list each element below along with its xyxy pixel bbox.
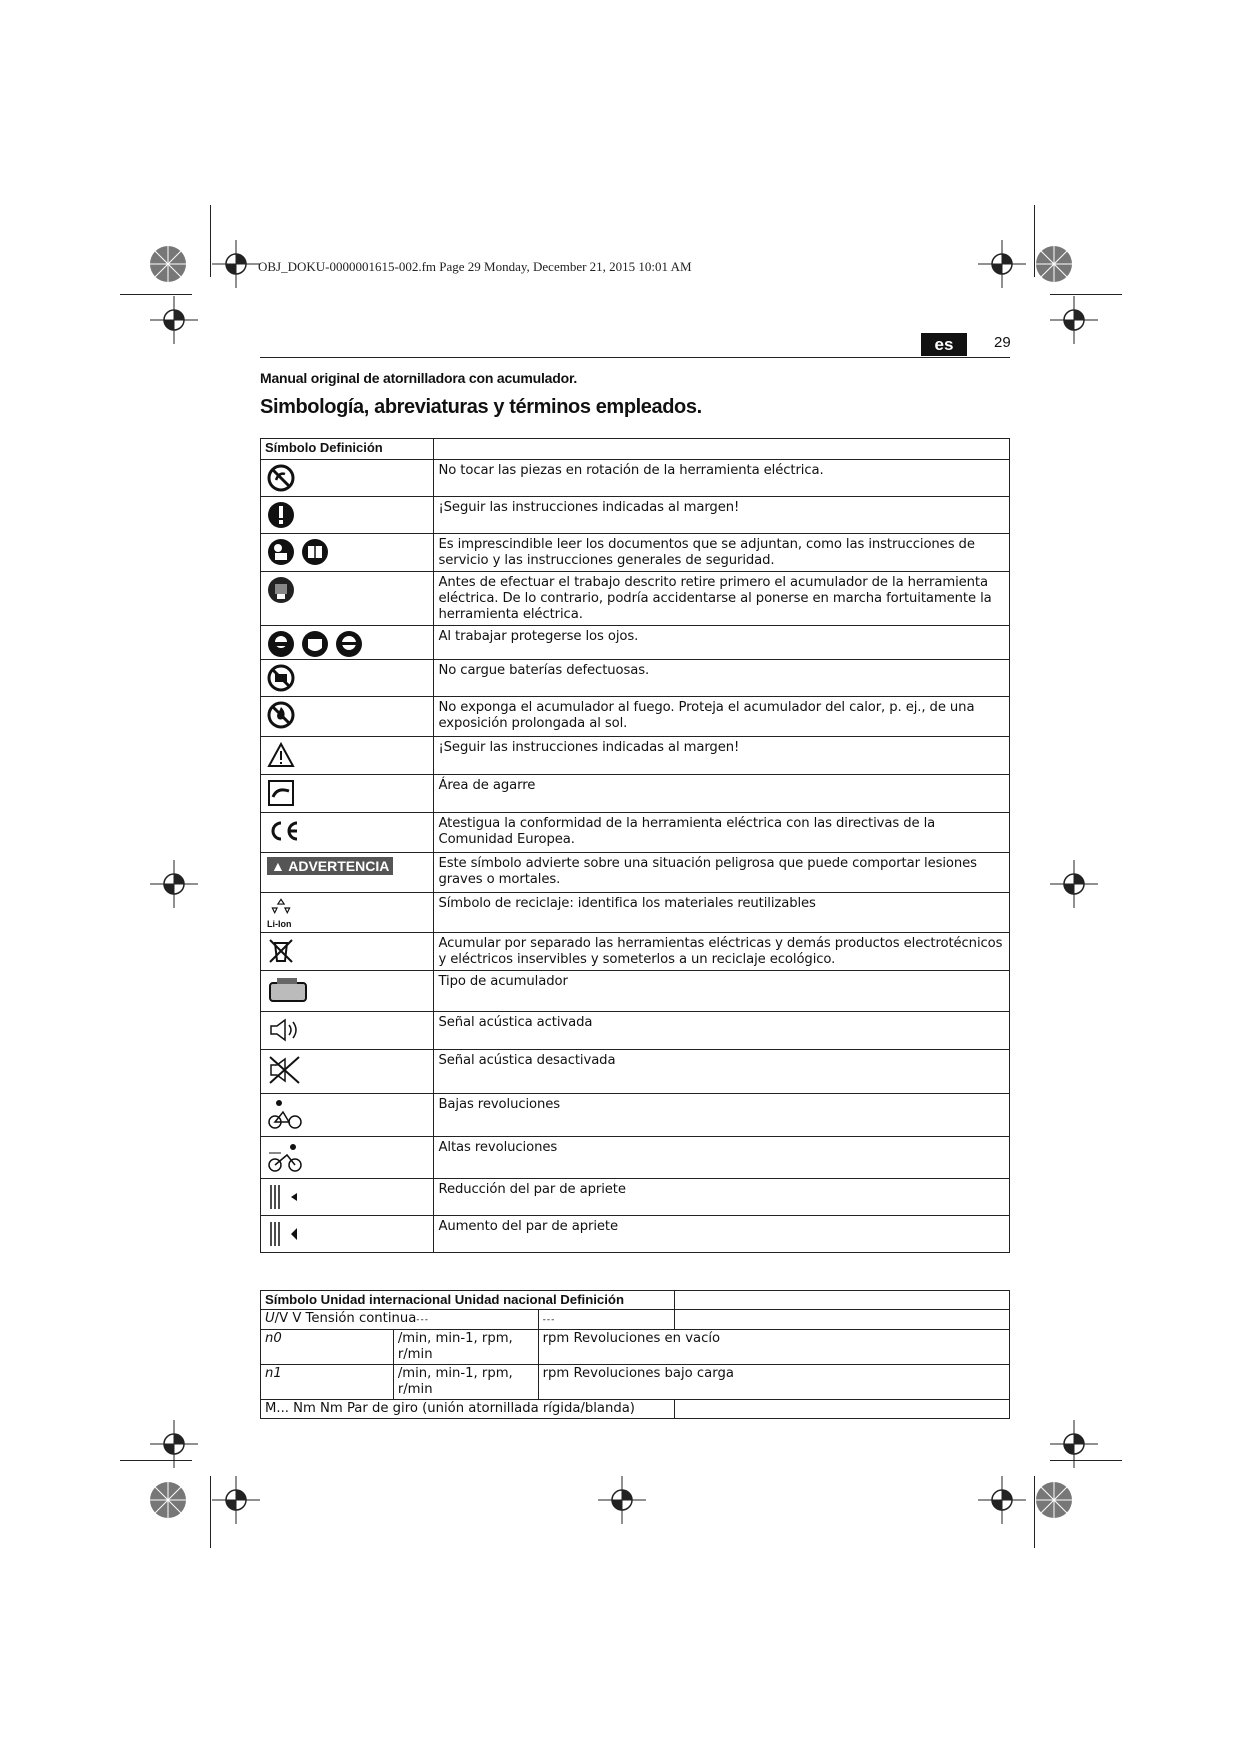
language-badge: es	[921, 333, 967, 356]
table-row	[261, 775, 1010, 813]
page-number: 29	[994, 334, 1011, 351]
unit-symbol: n0	[261, 1330, 394, 1365]
unit-natl: rpm Revoluciones bajo carga	[538, 1365, 1009, 1400]
advertencia-triangle-icon: ▲	[271, 858, 285, 874]
weee-bin-icon	[267, 937, 295, 965]
crop-line	[120, 1460, 192, 1461]
table-row	[261, 971, 1010, 1012]
crosshair-mark-icon	[1050, 860, 1098, 908]
goggles-icon	[335, 630, 363, 658]
sound-on-icon	[267, 1016, 303, 1044]
symbol-definition: Atestigua la conformidad de la herramienta eléctrica con las directivas de la Comunidad Europea.	[434, 813, 1010, 853]
remove-battery-icon	[267, 576, 295, 604]
crosshair-mark-icon	[978, 240, 1026, 288]
symbol-definition: Este símbolo advierte sobre una situación peligrosa que puede comportar lesiones graves o mortales.	[434, 853, 1010, 893]
mandatory-action-icon	[267, 501, 295, 529]
table-row	[261, 1050, 1010, 1094]
table-row	[261, 460, 1010, 497]
high-speed-bike-icon	[267, 1141, 303, 1173]
unit-torque-row: M... Nm Nm Par de giro (unión atornillada rígida/blanda)	[261, 1400, 675, 1419]
table-row	[261, 1400, 1010, 1419]
symbol-definition: Es imprescindible leer los documentos que se adjuntan, como las instrucciones de servicio y las instrucciones generales de seguridad.	[434, 534, 1010, 572]
symbol-definition: ¡Seguir las instrucciones indicadas al margen!	[434, 737, 1010, 775]
table-row	[261, 853, 1010, 893]
table-row	[261, 660, 1010, 697]
unit-table-header-cell: Símbolo Unidad internacional Unidad nacional Definición	[261, 1291, 675, 1310]
table-row	[261, 572, 1010, 626]
symbol-definition: Símbolo de reciclaje: identifica los materiales reutilizables	[434, 893, 1010, 933]
table-row	[261, 626, 1010, 660]
crosshair-mark-icon	[150, 860, 198, 908]
crop-line	[1050, 294, 1122, 295]
no-fire-icon	[267, 701, 295, 729]
warning-triangle-icon	[267, 741, 295, 769]
symbol-definition: Bajas revoluciones	[434, 1094, 1010, 1137]
read-manual-icon	[267, 538, 295, 566]
li-ion-label: Li-Ion	[267, 919, 292, 929]
face-shield-icon	[301, 630, 329, 658]
table-row	[261, 933, 1010, 971]
table-row	[261, 497, 1010, 534]
crosshair-mark-icon	[1050, 296, 1098, 344]
unit-natl: rpm Revoluciones en vacío	[538, 1330, 1009, 1365]
torque-increase-icon	[267, 1220, 303, 1248]
table-row	[261, 1310, 1010, 1330]
crop-line	[210, 205, 211, 277]
ce-mark-icon	[267, 817, 303, 845]
unit-row-text: V V Tensión continua	[279, 1311, 417, 1326]
dc-mark: ---	[542, 1315, 556, 1325]
crop-line	[120, 294, 192, 295]
table-row	[261, 1216, 1010, 1253]
table-row	[261, 1012, 1010, 1050]
crop-line	[1034, 1476, 1035, 1548]
symbol-table	[260, 438, 1010, 1253]
unit-row-symbol: U/V V Tensión continua---	[261, 1310, 539, 1330]
symbol-definition: Reducción del par de apriete	[434, 1179, 1010, 1216]
table-row	[261, 813, 1010, 853]
crosshair-mark-icon	[598, 1476, 646, 1524]
crop-line	[1050, 1460, 1122, 1461]
eye-protection-icon	[267, 630, 295, 658]
registration-mark-icon	[144, 1476, 192, 1524]
registration-mark-icon	[1030, 1476, 1078, 1524]
recycling-li-ion-icon	[267, 897, 295, 919]
symbol-definition: Señal acústica activada	[434, 1012, 1010, 1050]
symbol-definition: Tipo de acumulador	[434, 971, 1010, 1012]
symbol-table-header	[261, 439, 1010, 460]
unit-table-header	[261, 1291, 1010, 1310]
advertencia-badge	[267, 857, 393, 875]
symbol-definition: Área de agarre	[434, 775, 1010, 813]
manual-subtitle: Manual original de atornilladora con acumulador.	[260, 370, 578, 386]
sound-off-icon	[267, 1054, 303, 1086]
table-row	[261, 1365, 1010, 1400]
unit-row-natl	[538, 1310, 675, 1330]
table-row	[261, 697, 1010, 737]
symbol-table-header-cell: Símbolo Definición	[261, 439, 434, 460]
unit-symbol: n1	[261, 1365, 394, 1400]
table-row	[261, 1179, 1010, 1216]
unit-intl: /min, min-1, rpm, r/min	[393, 1365, 538, 1400]
registration-mark-icon	[144, 240, 192, 288]
grip-area-icon	[267, 779, 295, 807]
symbol-definition: Antes de efectuar el trabajo descrito retire primero el acumulador de la herramienta eléctrica. De lo contrario, podría accidentarse al ponerse en marcha fortuitamente la herramienta eléctrica.	[434, 572, 1010, 626]
symbol-definition: No tocar las piezas en rotación de la herramienta eléctrica.	[434, 460, 1010, 497]
crop-line	[210, 1476, 211, 1548]
table-row	[261, 534, 1010, 572]
symbol-definition: Altas revoluciones	[434, 1137, 1010, 1179]
crop-line	[1034, 205, 1035, 277]
unit-table	[260, 1290, 1010, 1419]
table-row	[261, 1330, 1010, 1365]
table-row	[261, 1137, 1010, 1179]
crosshair-mark-icon	[978, 1476, 1026, 1524]
battery-type-icon	[267, 975, 311, 1007]
symbol-definition: Al trabajar protegerse los ojos.	[434, 626, 1010, 660]
header-rule	[260, 357, 1010, 358]
crosshair-mark-icon	[212, 240, 260, 288]
symbol-definition: Aumento del par de apriete	[434, 1216, 1010, 1253]
advertencia-label: ADVERTENCIA	[288, 858, 390, 874]
symbol-definition: Señal acústica desactivada	[434, 1050, 1010, 1094]
file-header: OBJ_DOKU-0000001615-002.fm Page 29 Monday, December 21, 2015 10:01 AM	[258, 259, 692, 274]
page-title: Simbología, abreviaturas y términos empleados.	[260, 396, 702, 418]
table-row	[261, 893, 1010, 933]
table-row	[261, 1094, 1010, 1137]
unit-symbol: U	[265, 1311, 275, 1326]
crosshair-mark-icon	[212, 1476, 260, 1524]
symbol-definition: ¡Seguir las instrucciones indicadas al margen!	[434, 497, 1010, 534]
no-charge-defective-battery-icon	[267, 664, 295, 692]
crosshair-mark-icon	[150, 296, 198, 344]
dc-mark: ---	[416, 1315, 430, 1325]
no-touch-rotating-icon	[267, 464, 295, 492]
symbol-definition: No cargue baterías defectuosas.	[434, 660, 1010, 697]
symbol-definition: No exponga el acumulador al fuego. Proteja el acumulador del calor, p. ej., de una exposición prolongada al sol.	[434, 697, 1010, 737]
registration-mark-icon	[1030, 240, 1078, 288]
torque-reduce-icon	[267, 1183, 303, 1211]
symbol-definition: Acumular por separado las herramientas eléctricas y demás productos electrotécnicos y eléctricos inservibles y someterlos a un reciclaje ecológico.	[434, 933, 1010, 971]
low-speed-bike-icon	[267, 1098, 303, 1130]
table-row	[261, 737, 1010, 775]
symbol-table-header-empty	[434, 439, 1010, 460]
manual-book-icon	[301, 538, 329, 566]
unit-intl: /min, min-1, rpm, r/min	[393, 1330, 538, 1365]
